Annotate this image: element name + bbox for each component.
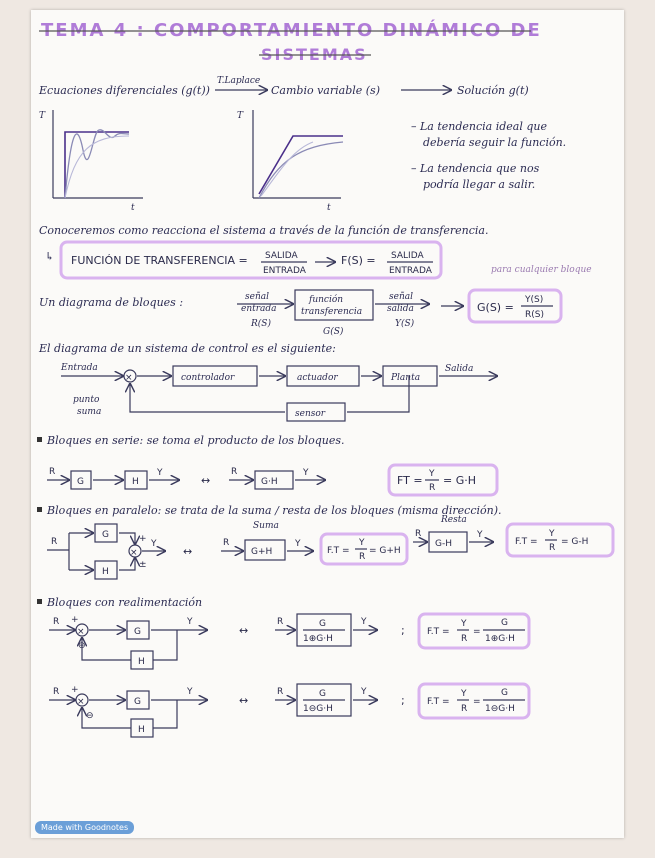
parallel-ft2-res: = G-H <box>561 537 589 547</box>
fb2-ft-res-den: 1⊖G·H <box>485 704 515 714</box>
fb2-y: Y <box>187 687 193 697</box>
fb1-y: Y <box>187 617 193 627</box>
parallel-plus: + <box>139 534 147 544</box>
fb2-loop-1 <box>153 700 177 728</box>
block-out-c: Y(S) <box>395 319 415 329</box>
sum-label-2: suma <box>77 407 102 417</box>
fb1-sign: ⊕ <box>78 641 86 651</box>
fb2-frac-den: 1⊖G·H <box>303 704 333 714</box>
fb2-h: H <box>138 725 145 735</box>
parallel-ft1-den: R <box>359 552 366 562</box>
parallel-sum-cross: × <box>130 548 138 558</box>
parallel-pm: ± <box>139 560 147 570</box>
fb1-equiv: ↔ <box>239 624 249 637</box>
page-title-2: SISTEMAS <box>261 45 368 64</box>
fb1-ft-num: Y <box>461 619 467 629</box>
parallel-h: H <box>102 567 109 577</box>
parallel-y: Y <box>151 539 157 549</box>
fb1-ft-res-num: G <box>501 618 508 628</box>
block-box-c: G(S) <box>323 327 344 337</box>
fb1-ft-eq: = <box>473 627 481 637</box>
svg-text:T: T <box>39 111 46 121</box>
feedback-heading: Bloques con realimentación <box>47 596 203 609</box>
block-in-a: señal <box>245 292 269 302</box>
fb1-h: H <box>138 657 145 667</box>
fb2-frac-num: G <box>319 689 326 699</box>
svg-text:t: t <box>327 203 331 213</box>
block-g-num: Y(S) <box>525 295 544 305</box>
fb2-sum-cross: × <box>77 697 85 707</box>
graph-note-1a: – La tendencia ideal que <box>411 120 548 133</box>
parallel-gph: G+H <box>251 547 273 557</box>
parallel-ft2-num: Y <box>549 529 555 539</box>
series-ft-den: R <box>429 483 436 493</box>
block-out-a: señal <box>389 292 413 302</box>
fb1-r2: R <box>277 617 284 627</box>
parallel-g: G <box>102 530 109 540</box>
series-g: G <box>77 477 84 487</box>
sum-cross: × <box>125 373 133 383</box>
transfer-hook: ↳ <box>45 250 55 263</box>
parallel-ft1: F.T = <box>327 546 350 556</box>
fb1-loop-2 <box>82 638 131 660</box>
block-out-b: salida <box>387 304 414 314</box>
fb2-y2: Y <box>361 687 367 697</box>
sensor-label: sensor <box>295 409 326 419</box>
control-salida: Salida <box>445 364 474 374</box>
parallel-gmh: G-H <box>435 539 452 549</box>
series-y: Y <box>157 468 163 478</box>
fb1-frac-num: G <box>319 619 326 629</box>
intro-right: Solución g(t) <box>457 84 529 97</box>
control-entrada: Entrada <box>61 363 98 373</box>
series-ft: FT = <box>397 474 423 487</box>
fb1-frac-den: 1⊕G·H <box>303 634 333 644</box>
actuator-label: actuador <box>297 373 338 383</box>
bullet-series <box>37 437 42 442</box>
transfer-num: SALIDA <box>265 251 298 261</box>
notes-canvas <box>31 10 624 838</box>
fb2-g: G <box>134 697 141 707</box>
parallel-ft1-res: = G+H <box>369 546 401 556</box>
svg-text:T: T <box>237 111 244 121</box>
block-box-a: función <box>309 295 344 305</box>
block-box-b: transferencia <box>301 307 363 317</box>
fb2-ft-res-num: G <box>501 688 508 698</box>
graph-note-2b: podría llegar a salir. <box>423 178 536 191</box>
parallel-equiv: ↔ <box>183 545 193 558</box>
series-ft-res: = G·H <box>443 474 477 487</box>
parallel-ft2-den: R <box>549 543 556 553</box>
block-g: G(S) = <box>477 301 514 314</box>
fb2-r: R <box>53 687 60 697</box>
bullet-feedback <box>37 599 42 604</box>
parallel-y3: Y <box>477 530 483 540</box>
bullet-parallel <box>37 507 42 512</box>
page-title: TEMA 4 : COMPORTAMIENTO DINÁMICO DE <box>41 20 542 41</box>
series-r: R <box>49 467 56 477</box>
fb2-ft: F.T = <box>427 697 450 707</box>
intro-middle: Cambio variable (s) <box>271 84 380 97</box>
feedback-line-2 <box>130 384 285 412</box>
fb1-loop-1 <box>153 630 177 660</box>
series-gh: G·H <box>261 477 278 487</box>
graph-step-overdamped <box>237 110 343 213</box>
fb1-ft: F.T = <box>427 627 450 637</box>
graph-note-1b: debería seguir la función. <box>423 136 567 149</box>
intro-laplace: T.Laplace <box>217 76 261 86</box>
series-ft-num: Y <box>429 469 435 479</box>
parallel-join-h <box>119 558 135 570</box>
parallel-suma: Suma <box>253 521 279 531</box>
block-in-c: R(S) <box>251 319 271 329</box>
parallel-y2: Y <box>295 539 301 549</box>
fb1-sep: ; <box>401 624 405 637</box>
parallel-join-g <box>119 533 135 544</box>
fb1-sum-cross: × <box>77 627 85 637</box>
block-intro: Un diagrama de bloques : <box>39 296 184 309</box>
control-intro: El diagrama de un sistema de control es el siguiente: <box>39 342 336 355</box>
fb1-g: G <box>134 627 141 637</box>
parallel-r: R <box>51 537 58 547</box>
block-g-den: R(S) <box>525 310 544 320</box>
fb2-equiv: ↔ <box>239 694 249 707</box>
fb2-sep: ; <box>401 694 405 707</box>
transfer-f-num: SALIDA <box>391 251 424 261</box>
parallel-resta: Resta <box>441 515 467 525</box>
graph-step-oscillating <box>39 110 143 213</box>
transfer-label: FUNCIÓN DE TRANSFERENCIA = <box>71 254 248 267</box>
svg-text:t: t <box>131 203 135 213</box>
series-h: H <box>132 477 139 487</box>
series-y2: Y <box>303 468 309 478</box>
parallel-r2: R <box>223 538 230 548</box>
graph-note-2a: – La tendencia que nos <box>411 162 540 175</box>
block-in-b: entrada <box>241 304 277 314</box>
intro-left: Ecuaciones diferenciales (g(t)) <box>39 84 210 97</box>
parallel-ft2: F.T = <box>515 537 538 547</box>
fb2-ft-eq: = <box>473 697 481 707</box>
series-equiv: ↔ <box>201 474 211 487</box>
fb1-plus: + <box>71 615 79 625</box>
transfer-intro: Conoceremos como reacciona el sistema a través de la función de transferencia. <box>39 224 489 237</box>
fb2-ft-num: Y <box>461 689 467 699</box>
fb2-r2: R <box>277 687 284 697</box>
fb2-sign: ⊖ <box>86 711 94 721</box>
notebook-page <box>31 10 624 838</box>
fb2-ft-den: R <box>461 704 468 714</box>
fb1-y2: Y <box>361 617 367 627</box>
controller-label: controlador <box>181 373 235 383</box>
parallel-heading: Bloques en paralelo: se trata de la suma / resta de los bloques (misma dirección). <box>47 504 502 517</box>
parallel-ft1-num: Y <box>359 538 365 548</box>
series-heading: Bloques en serie: se toma el producto de los bloques. <box>47 434 345 447</box>
fb1-r: R <box>53 617 60 627</box>
any-block-note: para cualquier bloque <box>491 265 592 275</box>
fb1-ft-den: R <box>461 634 468 644</box>
transfer-f-den: ENTRADA <box>389 266 432 276</box>
fb2-plus: + <box>71 685 79 695</box>
series-r2: R <box>231 467 238 477</box>
transfer-den: ENTRADA <box>263 266 306 276</box>
goodnotes-badge: Made with Goodnotes <box>35 821 134 834</box>
fb1-ft-res-den: 1⊕G·H <box>485 634 515 644</box>
parallel-r3: R <box>415 529 422 539</box>
transfer-f: F(S) = <box>341 254 376 267</box>
sum-label-1: punto <box>73 395 100 405</box>
plant-label: Planta <box>391 373 421 383</box>
